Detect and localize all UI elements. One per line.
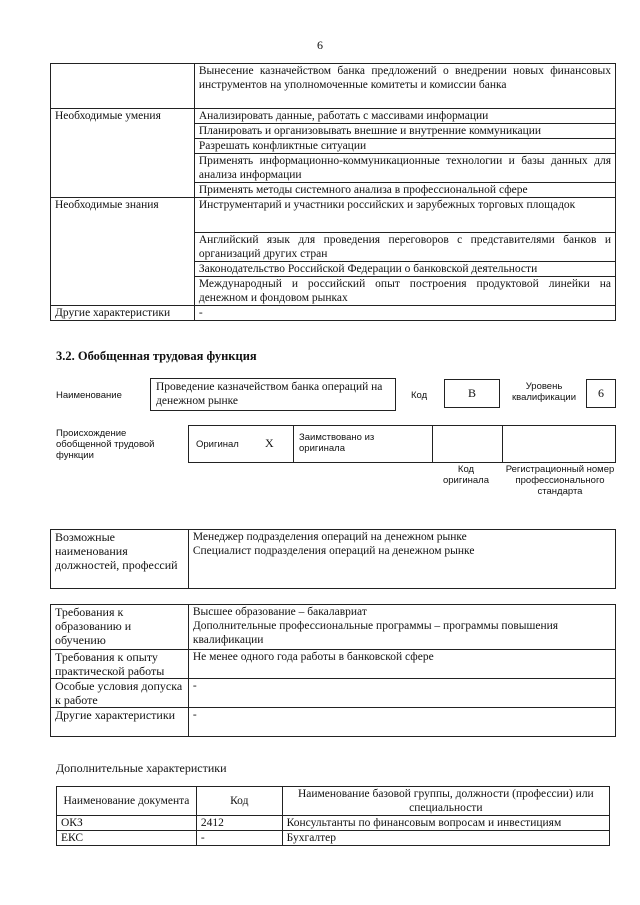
section-heading: 3.2. Обобщенная трудовая функция xyxy=(56,349,257,363)
table-cell: - xyxy=(196,831,282,846)
name-label: Наименование xyxy=(56,390,122,401)
row-label: Другие характеристики xyxy=(51,306,195,321)
table-cell: Планировать и организовывать внешние и внутренние коммуникации xyxy=(194,124,615,139)
table-cell: Инструментарий и участники российских и зарубежных торговых площадок xyxy=(194,198,615,233)
divider xyxy=(502,426,503,462)
table-cell: Международный и российский опыт построения продуктовой линейки на денежном и фондовом рынках xyxy=(194,277,615,306)
table-cell: Применять информационно-коммуникационные технологии и базы данных для анализа информации xyxy=(194,154,615,183)
row-label: Необходимые умения xyxy=(51,109,195,198)
borrowed-label: Заимствовано из оригинала xyxy=(299,432,375,454)
level-value: 6 xyxy=(586,379,616,408)
level-label: Уровень квалификации xyxy=(511,381,577,403)
skills-table xyxy=(50,63,616,321)
table-row xyxy=(51,708,616,737)
table-row xyxy=(51,605,616,650)
table-cell: Анализировать данные, работать с массивами информации xyxy=(194,109,615,124)
table-cell: ЕКС xyxy=(57,831,197,846)
page-number: 6 xyxy=(317,38,323,52)
row-label xyxy=(51,64,195,109)
divider xyxy=(432,426,433,462)
table-cell xyxy=(188,530,615,589)
additional-title: Дополнительные характеристики xyxy=(56,761,227,775)
table-header-row xyxy=(57,787,610,816)
row-label: Другие характеристики xyxy=(51,708,189,737)
row-label: Необходимые знания xyxy=(51,198,195,306)
row-label: Требования к образованию и обучению xyxy=(51,605,189,650)
table-row xyxy=(51,198,616,233)
positions-table xyxy=(50,529,616,589)
origin-box xyxy=(188,425,616,463)
row-label: Возможные наименования должностей, профессий xyxy=(51,530,189,589)
table-cell: Бухгалтер xyxy=(282,831,609,846)
table-cell: 2412 xyxy=(196,816,282,831)
function-code-value: B xyxy=(444,379,500,408)
table-row xyxy=(51,109,616,124)
list-item: Дополнительные профессиональные программы – программы повышения квалификации xyxy=(192,620,559,646)
original-label: Оригинал xyxy=(196,439,239,450)
original-mark: X xyxy=(265,436,274,450)
column-header: Код xyxy=(196,787,282,816)
code-label: Код xyxy=(411,390,428,401)
table-row xyxy=(51,306,616,321)
table-cell: Вынесение казначейством банка предложений о внедрении новых финансовых инструментов на уполномоченные комитеты и комиссии банка xyxy=(194,64,615,109)
row-label: Требования к опыту практической работы xyxy=(51,650,189,679)
table-cell: ОКЗ xyxy=(57,816,197,831)
table-row xyxy=(57,831,610,846)
code-original-caption: Код оригинала xyxy=(442,464,489,486)
table-cell xyxy=(188,605,615,650)
table-row xyxy=(51,650,616,679)
row-label: Особые условия допуска к работе xyxy=(51,679,189,708)
additional-table xyxy=(56,786,610,846)
table-cell: - xyxy=(194,306,615,321)
table-cell: Применять методы системного анализа в профессиональной сфере xyxy=(194,183,615,198)
function-name-value: Проведение казначейством банка операций на денежном рынке xyxy=(150,378,396,411)
table-row xyxy=(51,64,616,109)
divider xyxy=(293,426,294,462)
table-row xyxy=(57,816,610,831)
table-row xyxy=(51,679,616,708)
column-header: Наименование документа xyxy=(57,787,197,816)
table-cell: - xyxy=(188,708,615,737)
list-item: Менеджер подразделения операций на денежном рынке xyxy=(192,531,467,543)
table-cell: - xyxy=(188,679,615,708)
table-cell: Законодательство Российской Федерации о банковской деятельности xyxy=(194,262,615,277)
list-item: Высшее образование – бакалавриат xyxy=(192,606,367,618)
table-cell: Английский язык для проведения переговоров с представителями банков и организаций других стран xyxy=(194,233,615,262)
requirements-table xyxy=(50,604,616,737)
table-cell: Не менее одного года работы в банковской сфере xyxy=(188,650,615,679)
list-item: Специалист подразделения операций на денежном рынке xyxy=(192,545,475,557)
column-header: Наименование базовой группы, должности (профессии) или специальности xyxy=(282,787,609,816)
origin-label: Происхождение обобщенной трудовой функции xyxy=(56,428,155,461)
table-cell: Разрешать конфликтные ситуации xyxy=(194,139,615,154)
table-cell: Консультанты по финансовым вопросам и инвестициям xyxy=(282,816,609,831)
reg-number-caption: Регистрационный номер профессионального стандарта xyxy=(505,464,615,497)
table-row xyxy=(51,530,616,589)
